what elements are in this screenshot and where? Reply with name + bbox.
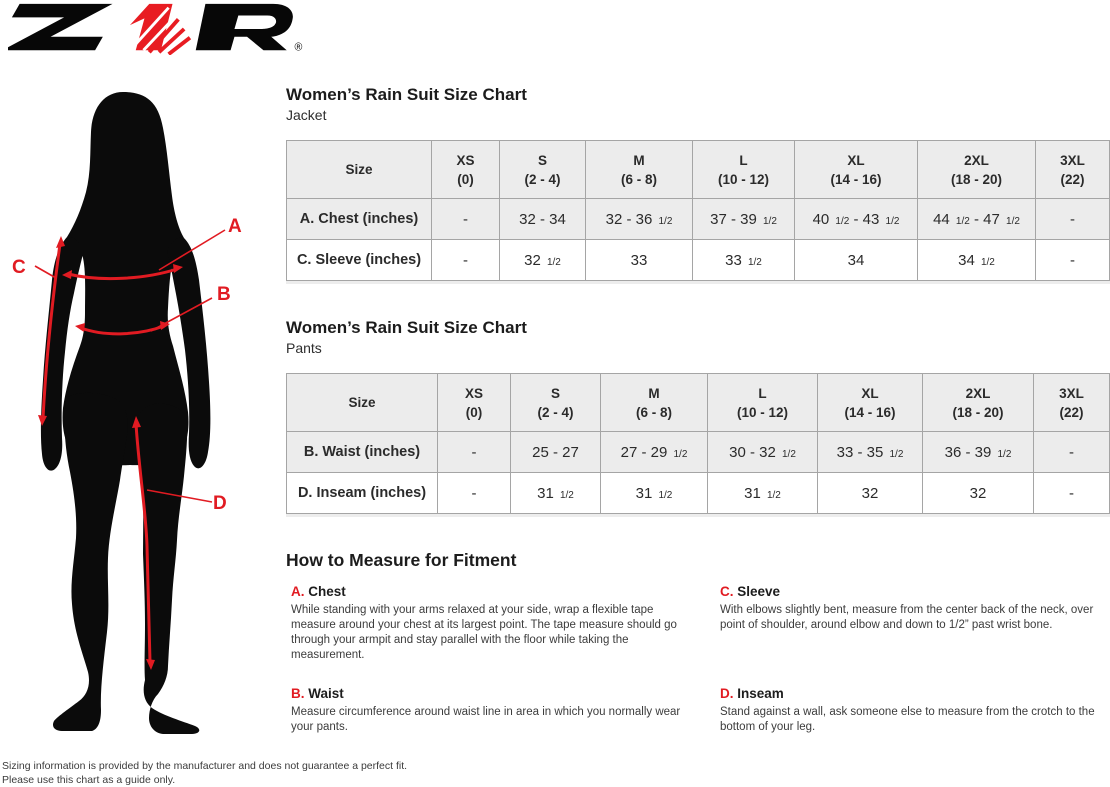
label-c: C	[12, 257, 26, 278]
size-value-cell: 32 - 36 1/2	[586, 199, 693, 240]
label-d: D	[213, 493, 227, 514]
measure-text-inseam: Stand against a wall, ask someone else to measure from the crotch to the bottom of your leg.	[720, 706, 1095, 733]
size-row	[287, 199, 1110, 240]
column-header-3xl: 3XL (22)	[1036, 141, 1110, 199]
silhouette-left-leg	[53, 393, 128, 731]
column-header-size: Size	[287, 141, 432, 199]
disclaimer-line-2: Please use this chart as a guide only.	[2, 774, 176, 786]
half-fraction: 1/2	[1006, 215, 1020, 227]
label-a: A	[228, 216, 242, 237]
size-value-cell: 25 - 27	[511, 432, 601, 473]
row-label: D. Inseam (inches)	[287, 473, 438, 514]
column-header-xl: XL (14 - 16)	[818, 374, 923, 432]
size-value-cell: 33 - 35 1/2	[818, 432, 923, 473]
half-fraction: 1/2	[781, 448, 796, 460]
column-header-2xl: 2XL (18 - 20)	[918, 141, 1036, 199]
half-fraction: 1/2	[658, 489, 673, 501]
header-row	[287, 141, 1110, 199]
size-value-cell: 33 1/2	[693, 240, 795, 281]
row-label: A. Chest (inches)	[287, 199, 432, 240]
jacket-chart-title: Women’s Rain Suit Size Chart	[286, 85, 527, 104]
row-label: B. Waist (inches)	[287, 432, 438, 473]
column-header-l: L (10 - 12)	[693, 141, 795, 199]
size-value-cell: 34 1/2	[918, 240, 1036, 281]
measure-instructions	[286, 583, 1109, 735]
measure-name-sleeve: Sleeve	[737, 584, 781, 599]
measure-section-title: How to Measure for Fitment	[286, 550, 517, 570]
half-fraction: 1/2	[673, 448, 688, 460]
half-fraction: 1/2	[835, 215, 850, 227]
measure-item-heading	[291, 685, 715, 702]
logo-numeral-one	[130, 4, 190, 54]
jacket-chart-subtitle: Jacket	[286, 107, 327, 123]
measure-name-waist: Waist	[308, 686, 344, 701]
row-label: C. Sleeve (inches)	[287, 240, 432, 281]
size-value-cell: 32 1/2	[500, 240, 586, 281]
measure-text-sleeve: With elbows slightly bent, measure from the center back of the neck, over point of shoulder, around elbow and down to 1/2” past wrist bone.	[720, 604, 1094, 631]
z1r-logo	[8, 3, 308, 55]
measure-name-inseam: Inseam	[737, 686, 784, 701]
half-fraction: 1/2	[762, 215, 777, 227]
size-value-cell: -	[432, 199, 500, 240]
measure-item-sleeve	[720, 583, 1109, 663]
column-header-m: M (6 - 8)	[601, 374, 708, 432]
logo-letter-r	[196, 4, 293, 50]
half-fraction: 1/2	[955, 215, 970, 227]
column-header-xl: XL (14 - 16)	[795, 141, 918, 199]
column-header-m: M (6 - 8)	[586, 141, 693, 199]
size-value-cell: 27 - 29 1/2	[601, 432, 708, 473]
column-header-size: Size	[287, 374, 438, 432]
size-value-cell: 31 1/2	[511, 473, 601, 514]
logo-letter-z	[8, 4, 113, 50]
size-value-cell: -	[432, 240, 500, 281]
column-header-3xl: 3XL (22)	[1034, 374, 1110, 432]
size-value-cell: 37 - 39 1/2	[693, 199, 795, 240]
column-header-s: S (2 - 4)	[511, 374, 601, 432]
size-value-cell: 31 1/2	[708, 473, 818, 514]
size-row	[287, 240, 1110, 281]
half-fraction: 1/2	[889, 448, 904, 460]
size-value-cell: 32 - 34	[500, 199, 586, 240]
pants-chart-subtitle: Pants	[286, 340, 322, 356]
column-header-xs: XS (0)	[432, 141, 500, 199]
measure-item-heading	[720, 583, 1109, 600]
size-value-cell: 40 1/2 - 43 1/2	[795, 199, 918, 240]
content-column	[286, 84, 1109, 735]
size-value-cell: 36 - 39 1/2	[923, 432, 1034, 473]
measure-item-chest	[291, 583, 715, 663]
half-fraction: 1/2	[997, 448, 1012, 460]
measure-text-chest: While standing with your arms relaxed at your side, wrap a flexible tape measure around your chest at its largest point. The tape measure should go through your armpit and stay parallel with the floor while taking the measurement.	[291, 604, 677, 661]
sleeve-pointer	[35, 266, 56, 278]
disclaimer-line-1: Sizing information is provided by the manufacturer and does not guarantee a perfect fit.	[2, 760, 408, 772]
size-value-cell: 31 1/2	[601, 473, 708, 514]
measure-key-d: D.	[720, 686, 734, 701]
label-b: B	[217, 284, 231, 305]
half-fraction: 1/2	[559, 489, 574, 501]
pants-chart-title: Women’s Rain Suit Size Chart	[286, 318, 527, 337]
disclaimer	[2, 759, 407, 787]
size-value-cell: -	[438, 432, 511, 473]
column-header-s: S (2 - 4)	[500, 141, 586, 199]
half-fraction: 1/2	[885, 215, 900, 227]
measure-key-b: B.	[291, 686, 305, 701]
size-value-cell: 32	[923, 473, 1034, 514]
size-value-cell: 30 - 32 1/2	[708, 432, 818, 473]
size-row	[287, 473, 1110, 514]
size-value-cell: 32	[818, 473, 923, 514]
measure-name-chest: Chest	[308, 584, 346, 599]
header-row	[287, 374, 1110, 432]
size-value-cell: 34	[795, 240, 918, 281]
half-fraction: 1/2	[980, 256, 995, 268]
jacket-size-table	[286, 140, 1110, 281]
half-fraction: 1/2	[546, 256, 561, 268]
measure-key-a: A.	[291, 584, 305, 599]
size-value-cell: 44 1/2 - 47 1/2	[918, 199, 1036, 240]
half-fraction: 1/2	[747, 256, 762, 268]
measure-item-inseam	[720, 685, 1109, 735]
pants-size-table	[286, 373, 1110, 514]
measure-item-heading	[720, 685, 1109, 702]
size-value-cell: -	[438, 473, 511, 514]
pants-size-chart-section	[286, 317, 1109, 514]
size-value-cell: -	[1036, 199, 1110, 240]
jacket-size-chart-section	[286, 84, 1109, 281]
column-header-l: L (10 - 12)	[708, 374, 818, 432]
body-measurement-figure	[6, 88, 256, 743]
half-fraction: 1/2	[766, 489, 781, 501]
measure-text-waist: Measure circumference around waist line in area in which you normally wear your pants.	[291, 706, 681, 733]
column-header-xs: XS (0)	[438, 374, 511, 432]
registered-mark: ®	[294, 41, 303, 54]
size-value-cell: -	[1036, 240, 1110, 281]
size-value-cell: -	[1034, 473, 1110, 514]
column-header-2xl: 2XL (18 - 20)	[923, 374, 1034, 432]
size-value-cell: -	[1034, 432, 1110, 473]
size-value-cell: 33	[586, 240, 693, 281]
measure-item-waist	[291, 685, 715, 735]
measure-item-heading	[291, 583, 715, 600]
measure-key-c: C.	[720, 584, 734, 599]
waist-arrow-left	[75, 323, 85, 332]
half-fraction: 1/2	[658, 215, 673, 227]
size-row	[287, 432, 1110, 473]
